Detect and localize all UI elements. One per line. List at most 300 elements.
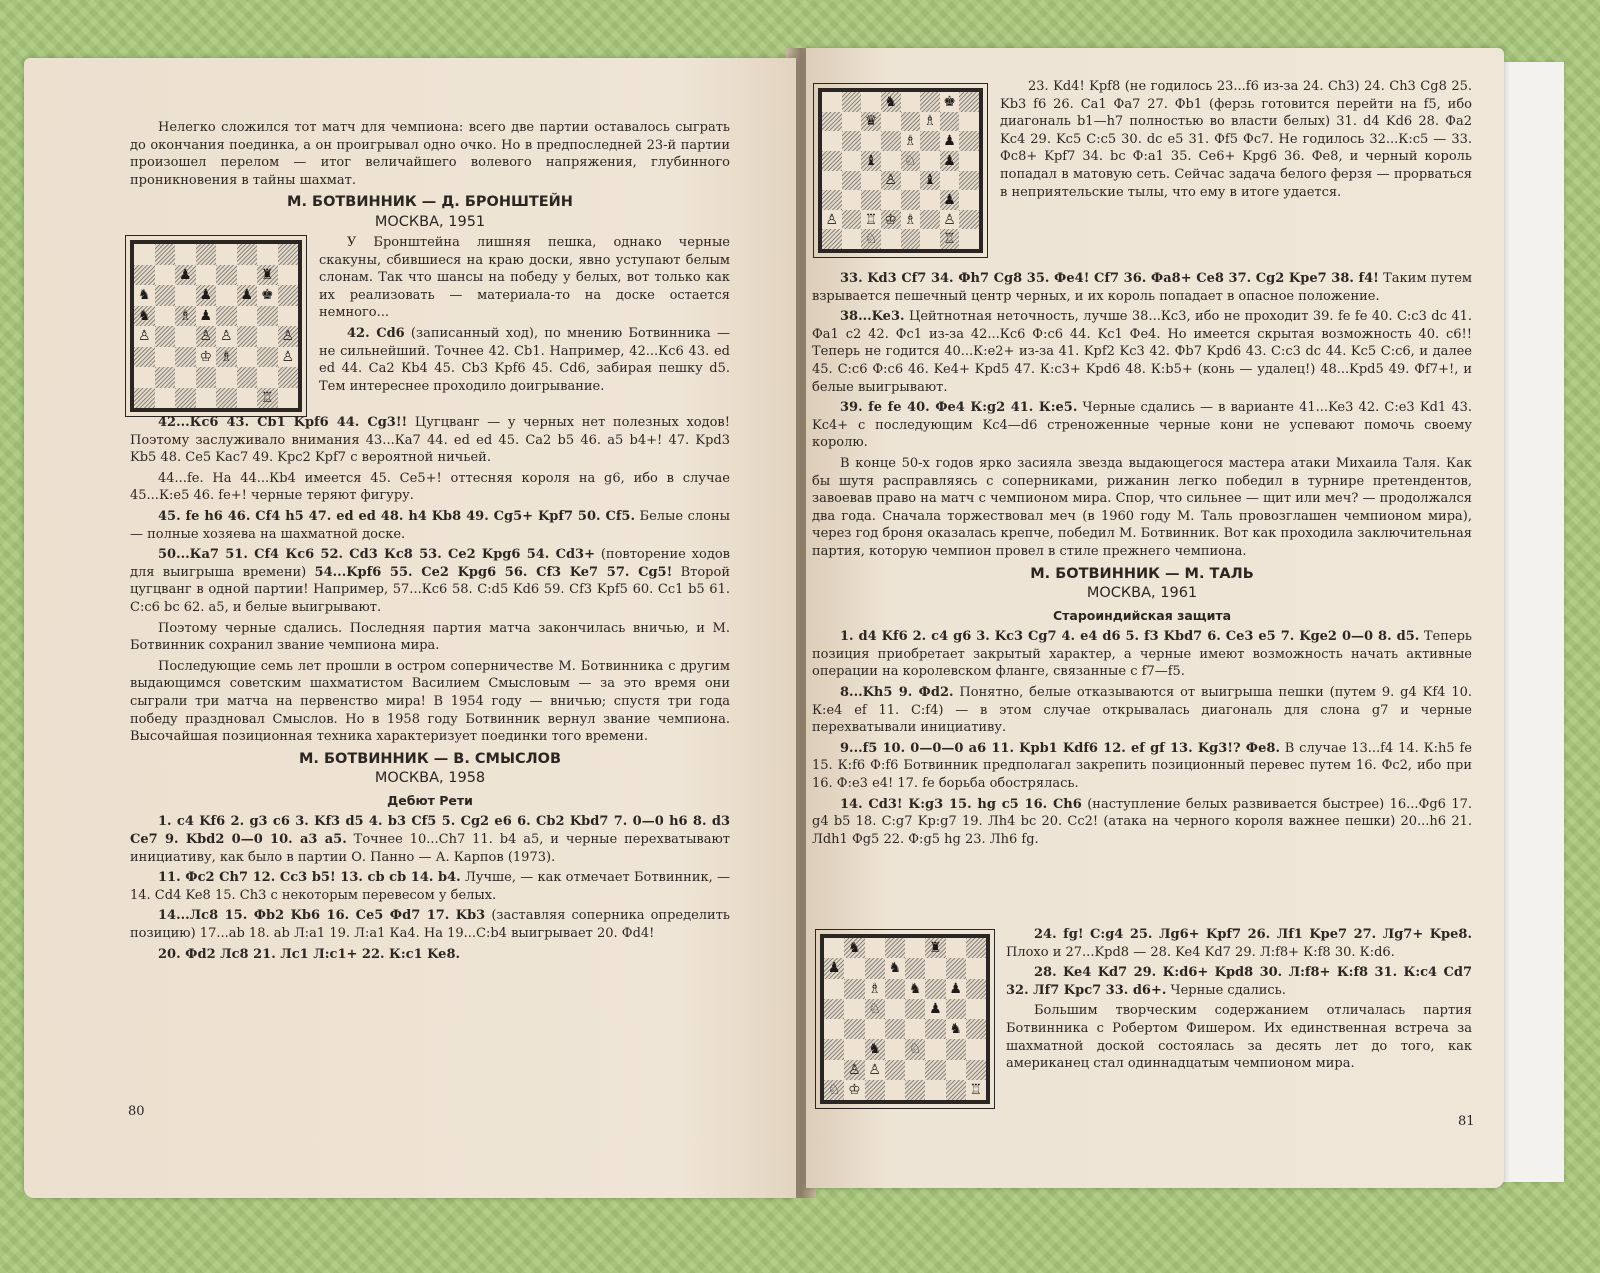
- board-square: [844, 1039, 864, 1059]
- board-square: [946, 1039, 966, 1059]
- chess-piece-icon: ♟: [929, 1000, 942, 1017]
- board-square: [905, 999, 925, 1019]
- move-text: 28. Ke4 Kd7 29. К:d6+ Kpd8 30. Л:f8+ К:f8 31. К:c4 Cd7 32. Лf7 Kpc7 33. d6+.: [1006, 965, 1472, 998]
- board-square: [881, 131, 901, 151]
- paragraph-7: Поэтому черные сдались. Последняя партия матча закончилась вничью, и М. Ботвинник сохранил звание чемпиона мира.: [130, 620, 730, 654]
- game3-heading: М. БОТВИННИК — М. ТАЛЬ: [1030, 565, 1254, 582]
- page-number-right: 81: [1458, 1114, 1475, 1129]
- game3-place: МОСКВА, 1961: [1086, 585, 1198, 602]
- board-square: [842, 92, 862, 112]
- board-square: [905, 958, 925, 978]
- board-square: [861, 229, 881, 249]
- board-square: [824, 1039, 844, 1059]
- board-square: [196, 388, 217, 409]
- right-text-middle: [812, 270, 1472, 851]
- chess-piece-icon: ♙: [868, 1061, 881, 1078]
- paragraph-r4: [812, 399, 1472, 452]
- board-square: [175, 285, 196, 306]
- board-square: [925, 979, 945, 999]
- commentary-text: Черные сдались — в варианте 41...Ke3 42. C:e3 Kd1 43. Kc4+ с последующим Kc4—d6 стреноженные черные кони не успевают помочь своему королю.: [812, 400, 1472, 451]
- board-square: [920, 151, 940, 171]
- chess-piece-icon: ♖: [864, 211, 878, 228]
- board-square: [901, 92, 921, 112]
- paragraph-3: [130, 414, 730, 467]
- board-square: [905, 1039, 925, 1059]
- chess-piece-icon: ♖: [260, 389, 274, 406]
- commentary-text: (наступление белых развивается быстрее) 16...Фg6 17. g4 b5 18. C:g7 Kp:g7 19. Лh4 bc 20. Cc2! (атака на черного короля важнее пешки) 20...h6 21. Лdh1 Фg5 22. Ф:g5 hg 23. Лh6 fg.: [812, 796, 1472, 847]
- board-square: [920, 131, 940, 151]
- commentary-text: (повторение ходов для выигрыша времени): [130, 547, 730, 580]
- chess-piece-icon: ♚: [943, 93, 956, 110]
- board-square: [134, 285, 155, 306]
- board-square: [216, 306, 237, 327]
- paragraph-10: [130, 869, 730, 904]
- chess-piece-icon: ♞: [884, 93, 897, 110]
- board-square: [925, 958, 945, 978]
- chess-piece-icon: ♙: [848, 1061, 861, 1078]
- board-square: [155, 265, 176, 286]
- commentary-text: Белые слоны — полные хозяева на шахматной доске.: [130, 508, 730, 542]
- chess-piece-icon: ♗: [219, 348, 233, 365]
- move-text: 20. Фd2 Лc8 21. Лc1 Л:c1+ 22. К:c1 Ke8.: [158, 946, 461, 962]
- move-text: 33. Kd3 Cf7 34. Фh7 Cg8 35. Фe4! Cf7 36. Фa8+ Ce8 37. Cg2 Kpe7 38. f4!: [840, 271, 1379, 286]
- board-square: [861, 210, 881, 230]
- board-square: [940, 229, 960, 249]
- paragraph-2: [319, 325, 730, 395]
- chess-piece-icon: ♙: [137, 328, 151, 345]
- board-square: [822, 151, 842, 171]
- left-text-beside-diagram: [319, 234, 730, 398]
- board-square: [959, 171, 979, 191]
- chess-piece-icon: ♞: [949, 1021, 962, 1038]
- chess-piece-icon: ♘: [908, 1041, 922, 1058]
- board-square: [946, 938, 966, 958]
- board-square: [278, 306, 299, 327]
- board-square: [216, 347, 237, 368]
- chess-piece-icon: ♝: [864, 152, 878, 169]
- left-text-top: [130, 119, 730, 236]
- board-square: [966, 979, 986, 999]
- board-square: [822, 190, 842, 210]
- board-square: [822, 112, 842, 132]
- board-square: [881, 190, 901, 210]
- board-square: [865, 958, 885, 978]
- board-square: [959, 210, 979, 230]
- board-square: [901, 210, 921, 230]
- board-square: [278, 285, 299, 306]
- board-square: [905, 1019, 925, 1039]
- board-square: [842, 210, 862, 230]
- commentary-text: Понятно, белые отказываются от выигрыша пешки (путем 9. g4 Kf4 10. К:e4 ef 11. C:f4) — в этом случае открывалась диагональ для слона g7 и черные перехватывали инициативу.: [812, 685, 1472, 736]
- right-text-bottom: [1006, 926, 1472, 1076]
- commentary-text: Теперь позиция приобретает закрытый характер, а черные имеют возможность начать активные операции на королевском фланге, связанные с f7—f5.: [812, 629, 1472, 680]
- board-square: [196, 285, 217, 306]
- board-square: [842, 131, 862, 151]
- chess-piece-icon: ♞: [868, 1041, 881, 1058]
- chess-piece-icon: ♞: [888, 960, 902, 977]
- board-square: [865, 999, 885, 1019]
- chess-piece-icon: ♟: [943, 191, 956, 208]
- board-square: [905, 979, 925, 999]
- board-square: [905, 1060, 925, 1080]
- board-square: [155, 285, 176, 306]
- board-square: [861, 131, 881, 151]
- board-square: [925, 1019, 945, 1039]
- board-square: [278, 265, 299, 286]
- board-square: [155, 367, 176, 388]
- board-square: [257, 347, 278, 368]
- board-square: [881, 210, 901, 230]
- chess-piece-icon: ♚: [260, 287, 274, 304]
- board-square: [920, 229, 940, 249]
- board-square: [824, 1060, 844, 1080]
- board-square: [196, 244, 217, 265]
- board-square: [237, 367, 258, 388]
- chess-piece-icon: ♟: [199, 287, 213, 304]
- board-square: [861, 92, 881, 112]
- board-square: [946, 1060, 966, 1080]
- board-square: [278, 388, 299, 409]
- move-text: 50...Ка7 51. Cf4 Кс6 52. Cd3 Кс8 53. Ce2 Kpg6 54. Cd3+: [158, 547, 595, 563]
- chess-piece-icon: ♙: [281, 328, 295, 345]
- board-square: [959, 229, 979, 249]
- board-square: [196, 326, 217, 347]
- board-square: [966, 1060, 986, 1080]
- move-text: 8...Kh5 9. Фd2.: [840, 685, 954, 701]
- board-square: [842, 151, 862, 171]
- board-square: [842, 190, 862, 210]
- chess-piece-icon: ♞: [137, 287, 151, 304]
- chess-piece-icon: ♟: [943, 133, 956, 150]
- board-square: [865, 1080, 885, 1100]
- chess-piece-icon: ♗: [868, 980, 881, 997]
- board-square: [155, 244, 176, 265]
- chess-piece-icon: ♔: [884, 211, 897, 228]
- board-square: [946, 958, 966, 978]
- left-page: [24, 58, 796, 1198]
- move-text: 14. Cd3! К:g3 15. hg c5 16. Ch6: [840, 796, 1082, 812]
- chess-piece-icon: ♘: [868, 1000, 881, 1017]
- move-text: 9...f5 10. 0—0—0 a6 11. Kpb1 Kdf6 12. ef gf 13. Kg3!? Фe8.: [840, 740, 1280, 756]
- board-square: [946, 1019, 966, 1039]
- game1-heading: М. БОТВИННИК — Д. БРОНШТЕЙН: [287, 194, 573, 211]
- board-square: [844, 979, 864, 999]
- board-square: [278, 347, 299, 368]
- board-square: [155, 306, 176, 327]
- board-square: [824, 938, 844, 958]
- paragraph-8: Последующие семь лет прошли в остром соперничестве М. Ботвинника с другим выдающимся советским шахматистом Василием Смысловым — за это время они сыграли три матча на первенство мира! В 1954 году — вничью; спустя три года победу праздновал Смыслов. Но в 1958 году Ботвинник вернул звание чемпиона. Высочайшая позиционная техника характеризует поединки того времени.: [130, 658, 730, 745]
- board-square: [940, 210, 960, 230]
- board-square: [959, 151, 979, 171]
- board-square: [844, 1060, 864, 1080]
- chess-piece-icon: ♟: [943, 152, 956, 169]
- chess-piece-icon: ♗: [923, 113, 937, 130]
- board-square: [865, 1060, 885, 1080]
- chess-piece-icon: ♖: [943, 231, 956, 248]
- board-square: [278, 244, 299, 265]
- board-square: [966, 1039, 986, 1059]
- paragraph-r5: В конце 50-х годов ярко засияла звезда выдающегося мастера атаки Михаила Таля. Как бы шутя расправляясь с соперниками, рижанин легко победил в турнире претендентов, завоевав право на матч с чемпионом мира. Спор, что сильнее — щит или меч? — продолжался два года. Сначала торжествовал меч (в 1960 году М. Таль провозглашен чемпионом мира), через год броня оказалась крепче, победил М. Ботвинник. Вот как проходила заключительная партия, которую чемпион провел в стиле прежнего чемпиона.: [812, 455, 1472, 559]
- board-square: [824, 999, 844, 1019]
- paragraph-r2: [812, 270, 1472, 305]
- board-square: [844, 958, 864, 978]
- commentary-text: Лучше, — как отмечает Ботвинник, — 14. Cd4 Ke8 15. Ch3 с некоторым перевесом у белых.: [130, 870, 731, 903]
- board-square: [901, 229, 921, 249]
- board-square: [925, 999, 945, 1019]
- board-square: [959, 92, 979, 112]
- chess-piece-icon: ♔: [199, 348, 213, 365]
- game2-place: МОСКВА, 1958: [374, 770, 486, 787]
- paragraph-r3: [812, 308, 1472, 396]
- board-square: [237, 326, 258, 347]
- paragraph-6: [130, 546, 730, 616]
- move-text: 54...Kpf6 55. Ce2 Kpg6 56. Cf3 Ke7 57. Cg5!: [314, 564, 673, 580]
- board-square: [196, 265, 217, 286]
- board-square: [216, 388, 237, 409]
- board-square: [966, 958, 986, 978]
- board-square: [216, 326, 237, 347]
- move-text: 1. c4 Kf6 2. g3 c6 3. Kf3 d5 4. b3 Cf5 5. Cg2 e6 6. Cb2 Kbd7 7. 0—0 h6 8. d3 Ce7 9. Kbd2 0—0 10. a3 a5.: [130, 814, 730, 848]
- board-square: [237, 388, 258, 409]
- board-square: [822, 92, 842, 112]
- board-square: [824, 958, 844, 978]
- board-square: [257, 265, 278, 286]
- commentary-text: (записанный ход), по мнению Ботвинника — не сильнейший. Точнее 42. Cb1. Например, 42...Кс6 43. ed ed 44. Ca2 Кb4 45. Cb3 Kpf6 45. Cd6, забирая пешку d5. Тем интереснее проходило доигрывание.: [319, 325, 730, 394]
- board-square: [885, 1080, 905, 1100]
- board-square: [959, 190, 979, 210]
- board-square: [861, 151, 881, 171]
- move-text: 45. fe h6 46. Cf4 h5 47. ed ed 48. h4 Kb8 49. Cg5+ Kpf7 50. Cf5.: [158, 508, 635, 524]
- board-square: [175, 347, 196, 368]
- chess-piece-icon: ♘: [864, 231, 878, 248]
- board-square: [861, 171, 881, 191]
- chess-piece-icon: ♞: [848, 940, 861, 957]
- paragraph-9: [130, 813, 730, 866]
- board-square: [216, 285, 237, 306]
- paragraph-5: [130, 508, 730, 543]
- board-square: [885, 1039, 905, 1059]
- game3-opening: Староиндийская защита: [1052, 607, 1232, 623]
- board-square: [966, 1080, 986, 1100]
- chess-piece-icon: ♙: [281, 348, 295, 365]
- board-square: [155, 347, 176, 368]
- board-square: [885, 1060, 905, 1080]
- chess-diagram-3: [820, 934, 990, 1104]
- paragraph-11: [130, 907, 730, 942]
- board-square: [946, 1080, 966, 1100]
- board-square: [824, 1080, 844, 1100]
- board-square: [946, 979, 966, 999]
- paragraph-r11: [1006, 964, 1472, 999]
- board-square: [881, 92, 901, 112]
- board-square: [175, 326, 196, 347]
- board-square: [842, 112, 862, 132]
- board-square: [278, 326, 299, 347]
- chess-piece-icon: ♘: [904, 152, 917, 169]
- commentary-text: Второй цугцванг в одной партии! Например, 57...Кс6 58. С:d5 Kd6 59. Cf3 Kpf5 60. Cc1 b5 61. C:c6 bc 62. a5, и белые выигрывают.: [130, 564, 730, 615]
- board-square: [257, 367, 278, 388]
- paragraph-r9: [812, 796, 1472, 849]
- board-square: [134, 326, 155, 347]
- board-square: [134, 244, 155, 265]
- board-square: [940, 190, 960, 210]
- chess-piece-icon: ♟: [178, 266, 192, 283]
- chess-piece-icon: ♙: [884, 172, 897, 189]
- board-square: [940, 131, 960, 151]
- board-square: [925, 1039, 945, 1059]
- chess-piece-icon: ♛: [864, 113, 878, 130]
- commentary-text: (заставляя соперника определить позицию) 17...ab 18. ab Л:a1 19. Л:a1 Ка4. На 19...С:b4 выигрывает 20. Фd4!: [130, 908, 730, 942]
- commentary-text: Черные сдались.: [1170, 982, 1286, 998]
- move-text: 24. fg! C:g4 25. Лg6+ Kpf7 26. Лf1 Kpe7 27. Лg7+ Kpe8.: [1034, 927, 1472, 942]
- board-square: [925, 938, 945, 958]
- chess-piece-icon: ♗: [178, 307, 192, 324]
- board-square: [216, 265, 237, 286]
- move-text: 14...Лc8 15. Фb2 Kb6 16. Ce5 Фd7 17. Kb3: [158, 908, 486, 924]
- board-square: [134, 388, 155, 409]
- chess-piece-icon: ♘: [827, 1081, 841, 1098]
- board-square: [844, 999, 864, 1019]
- move-text: 39. fe fe 40. Фe4 К:g2 41. К:e5.: [840, 400, 1078, 416]
- board-square: [844, 938, 864, 958]
- board-square: [920, 112, 940, 132]
- commentary-text: Цугцванг — у черных нет полезных ходов! Поэтому заслуживало внимания 43...Ка7 44. ed ed 45. Ca2 b5 46. a5 b4+! 47. Kpd3 Kb5 48. Ce5 Kac7 49. Kpc2 Kpf7 с вероятной ничьей.: [130, 415, 730, 466]
- board-square: [920, 171, 940, 191]
- board-square: [865, 979, 885, 999]
- board-square: [237, 265, 258, 286]
- move-text: 1. d4 Kf6 2. c4 g6 3. Kc3 Cg7 4. e4 d6 5. f3 Kbd7 6. Ce3 e5 7. Kge2 0—0 8. d5.: [840, 629, 1420, 645]
- board-square: [278, 367, 299, 388]
- board-square: [966, 1019, 986, 1039]
- page-number-left: 80: [128, 1104, 145, 1119]
- chess-piece-icon: ♟: [199, 307, 213, 324]
- board-square: [822, 229, 842, 249]
- commentary-text: Точнее 10...Ch7 11. b4 a5, и черные перехватывают инициативу, как было в партии О. Панно — А. Карпов (1973).: [130, 832, 731, 865]
- board-square: [885, 938, 905, 958]
- board-square: [885, 958, 905, 978]
- board-square: [824, 979, 844, 999]
- board-square: [175, 388, 196, 409]
- board-square: [959, 112, 979, 132]
- board-square: [257, 285, 278, 306]
- board-square: [844, 1080, 864, 1100]
- board-square: [885, 999, 905, 1019]
- board-square: [842, 229, 862, 249]
- board-square: [822, 131, 842, 151]
- board-square: [861, 190, 881, 210]
- commentary-text: В случае 13...f4 14. К:h5 fe 15. К:f6 Ф:f6 Ботвинник предполагал закрепить позиционный перевес путем 16. Фc2, ибо при 16. Ф:e3 e4! 17. fe борьба обострялась.: [812, 740, 1472, 792]
- chess-piece-icon: ♜: [929, 940, 942, 957]
- board-square: [920, 190, 940, 210]
- board-square: [216, 367, 237, 388]
- commentary-text: Плохо и 27...Kpd8 — 28. Ke4 Kd7 29. Л:f8+ К:f8 30. К:d6.: [1006, 944, 1395, 960]
- move-text: 38...Ke3.: [840, 309, 905, 325]
- board-square: [216, 244, 237, 265]
- chess-diagram-1: [130, 240, 302, 412]
- board-square: [257, 388, 278, 409]
- board-square: [844, 1019, 864, 1039]
- chess-piece-icon: ♙: [825, 211, 839, 228]
- board-square: [905, 1080, 925, 1100]
- board-square: [134, 306, 155, 327]
- board-square: [865, 938, 885, 958]
- chess-piece-icon: ♝: [923, 172, 937, 189]
- paragraph-r12: Большим творческим содержанием отличалась партия Ботвинника с Робертом Фишером. Их единственная встреча за шахматной доской состоялась за десять лет до того, как американец стал одиннадцатым чемпионом мира.: [1006, 1003, 1472, 1072]
- game1-place: МОСКВА, 1951: [374, 213, 486, 230]
- board-square: [885, 1019, 905, 1039]
- chess-piece-icon: ♗: [904, 211, 917, 228]
- board-square: [134, 367, 155, 388]
- chess-piece-icon: ♟: [949, 980, 962, 997]
- board-square: [881, 229, 901, 249]
- board-square: [175, 265, 196, 286]
- commentary-text: Таким путем взрывается пешечный центр черных, и их король попадает в опасное положение.: [812, 271, 1473, 304]
- paragraph-r10: [1006, 926, 1472, 961]
- board-square: [865, 1019, 885, 1039]
- paragraph-r6: [812, 628, 1472, 681]
- board-square: [966, 938, 986, 958]
- left-text-bottom: [130, 414, 730, 966]
- board-square: [920, 92, 940, 112]
- board-square: [865, 1039, 885, 1059]
- board-square: [925, 1060, 945, 1080]
- chess-piece-icon: ♜: [260, 266, 274, 283]
- board-square: [940, 92, 960, 112]
- chess-piece-icon: ♖: [969, 1081, 983, 1098]
- move-text: 42...Кс6 43. Cb1 Kpf6 44. Cg3!!: [158, 415, 408, 430]
- board-square: [257, 306, 278, 327]
- board-square: [881, 171, 901, 191]
- paragraph-r1: 23. Kd4! Kpf8 (не годилось 23...f6 из-за 24. Ch3) 24. Ch3 Cg8 25. Kb3 f6 26. Ca1 Фa7 27. Фb1 (ферзь готовится перейти на f5, ибо диагональ b1—h7 полностью во власти белых) 31. d4 Kd6 28. Фa2 Kc4 29. Kc5 C:c5 30. dc e5 31. Фf5 Фc7. Не годилось 32...К:c5 — 33. Фc8+ Kpf7 34. bc Ф:a1 35. Ce6+ Kpg6 36. Фe8, и черный король попадал в матовую сеть. Сейчас задача белого ферзя — прорваться в неприятельские тылы, что ему в итоге удается.: [1000, 79, 1472, 200]
- chess-piece-icon: ♙: [199, 328, 213, 345]
- board-square: [905, 938, 925, 958]
- board-square: [901, 112, 921, 132]
- game2-opening: Дебют Рети: [387, 792, 473, 808]
- board-square: [881, 151, 901, 171]
- board-square: [940, 171, 960, 191]
- move-text: 11. Фc2 Ch7 12. Cc3 b5! 13. cb cb 14. b4.: [158, 870, 461, 886]
- paragraph-r7: [812, 684, 1472, 737]
- chess-piece-icon: ♗: [904, 133, 917, 150]
- chess-diagram-2: [818, 88, 983, 253]
- paragraph-12: [130, 946, 730, 964]
- board-square: [237, 306, 258, 327]
- board-square: [134, 265, 155, 286]
- chess-piece-icon: ♞: [137, 307, 151, 324]
- board-square: [155, 388, 176, 409]
- paragraph-4: 44...fe. На 44...Кb4 имеется 45. Ce5+! оттесняя короля на g6, ибо в случае 45...К:e5 46. fe+! черные теряют фигуру.: [130, 470, 730, 504]
- board-square: [901, 171, 921, 191]
- chess-piece-icon: ♟: [827, 960, 841, 977]
- board-square: [196, 347, 217, 368]
- board-square: [134, 347, 155, 368]
- paragraph-r8: [812, 740, 1472, 793]
- board-square: [940, 112, 960, 132]
- board-square: [257, 244, 278, 265]
- board-square: [946, 999, 966, 1019]
- board-square: [885, 979, 905, 999]
- board-square: [822, 171, 842, 191]
- board-square: [925, 1080, 945, 1100]
- right-text-beside-diagram: [1000, 78, 1472, 204]
- board-square: [861, 112, 881, 132]
- chess-piece-icon: ♞: [908, 980, 922, 997]
- board-square: [901, 151, 921, 171]
- board-square: [959, 131, 979, 151]
- board-square: [175, 244, 196, 265]
- board-square: [257, 326, 278, 347]
- board-square: [237, 347, 258, 368]
